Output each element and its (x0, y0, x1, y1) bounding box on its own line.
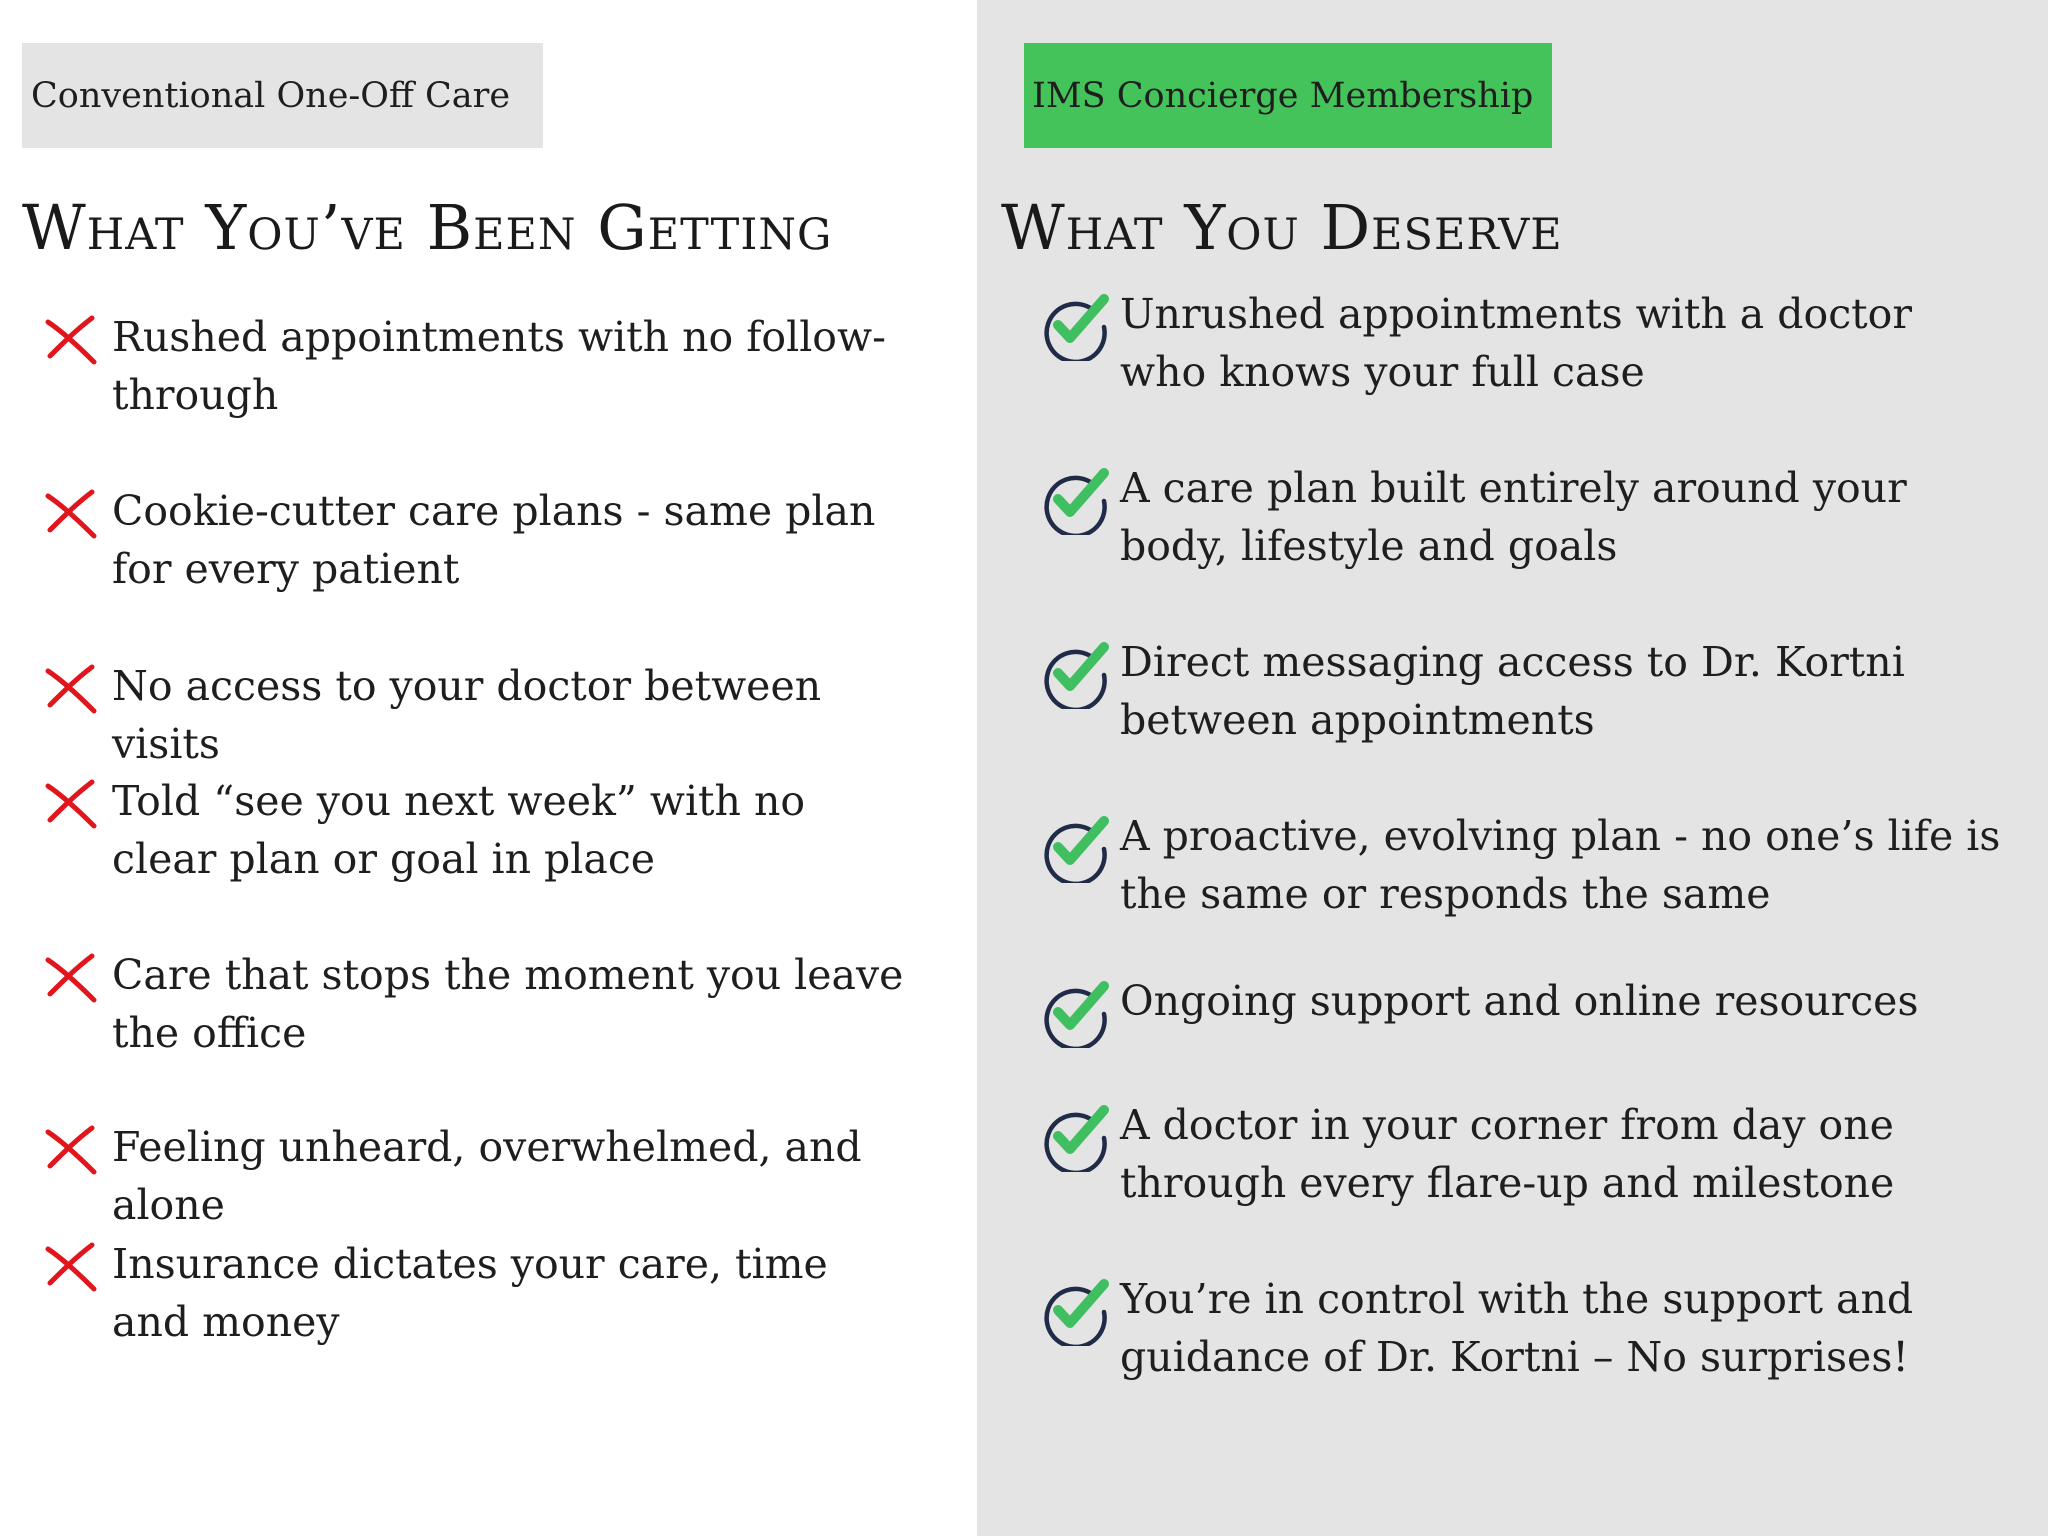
x-mark-icon (42, 308, 98, 366)
conventional-item-text: Told “see you next week” with no clear plan or goal in place (112, 777, 806, 883)
concierge-list-item (1038, 1096, 2038, 1212)
check-circle-icon (1038, 807, 1114, 883)
concierge-item-text: A doctor in your corner from day one through every flare-up and milestone (1120, 1101, 1895, 1207)
conventional-item-text: Insurance dictates your care, time and money (112, 1240, 828, 1346)
conventional-item-text: Feeling unheard, overwhelmed, and alone (112, 1123, 862, 1229)
conventional-list-item (42, 946, 952, 1062)
conventional-list-item (42, 1118, 952, 1234)
x-mark-icon (42, 657, 98, 715)
concierge-membership-column (977, 0, 2048, 1536)
conventional-item-text: No access to your doctor between visits (112, 662, 822, 768)
concierge-list-item (1038, 807, 2038, 923)
conventional-care-tag-label: Conventional One-Off Care (31, 75, 511, 116)
concierge-list-item (1038, 972, 2038, 1048)
x-mark-icon (42, 946, 98, 1004)
check-circle-icon (1038, 972, 1114, 1048)
x-mark-icon (42, 1118, 98, 1176)
concierge-membership-tag (1024, 43, 1552, 148)
concierge-list-item (1038, 459, 2038, 575)
check-circle-icon (1038, 1096, 1114, 1172)
conventional-list-item (42, 1235, 952, 1351)
check-circle-icon (1038, 633, 1114, 709)
concierge-membership-heading: What You Deserve (1001, 191, 1563, 264)
conventional-item-text: Care that stops the moment you leave the office (112, 951, 904, 1057)
concierge-list-item (1038, 633, 2038, 749)
x-mark-icon (42, 482, 98, 540)
conventional-list-item (42, 482, 952, 598)
check-circle-icon (1038, 1270, 1114, 1346)
conventional-list-item (42, 657, 952, 773)
concierge-item-text: A proactive, evolving plan - no one’s life is the same or responds the same (1120, 812, 2001, 918)
conventional-list-item (42, 308, 952, 424)
concierge-item-text: Unrushed appointments with a doctor who knows your full case (1120, 290, 1912, 396)
concierge-item-text: A care plan built entirely around your body, lifestyle and goals (1120, 464, 1907, 570)
concierge-membership-tag-label: IMS Concierge Membership (1032, 75, 1534, 116)
x-mark-icon (42, 772, 98, 830)
conventional-item-text: Rushed appointments with no follow-through (112, 313, 886, 419)
check-circle-icon (1038, 459, 1114, 535)
conventional-item-text: Cookie-cutter care plans - same plan for every patient (112, 487, 876, 593)
conventional-care-column (0, 0, 977, 1536)
x-mark-icon (42, 1235, 98, 1293)
check-circle-icon (1038, 285, 1114, 361)
concierge-item-text: Direct messaging access to Dr. Kortni between appointments (1120, 638, 1905, 744)
concierge-list-item (1038, 285, 2038, 401)
conventional-list-item (42, 772, 952, 888)
conventional-care-heading: What You’ve Been Getting (22, 191, 833, 264)
concierge-list-item (1038, 1270, 2038, 1386)
conventional-care-tag (22, 43, 543, 148)
concierge-item-text: Ongoing support and online resources (1120, 977, 1919, 1025)
concierge-item-text: You’re in control with the support and guidance of Dr. Kortni – No surprises! (1120, 1275, 1914, 1381)
